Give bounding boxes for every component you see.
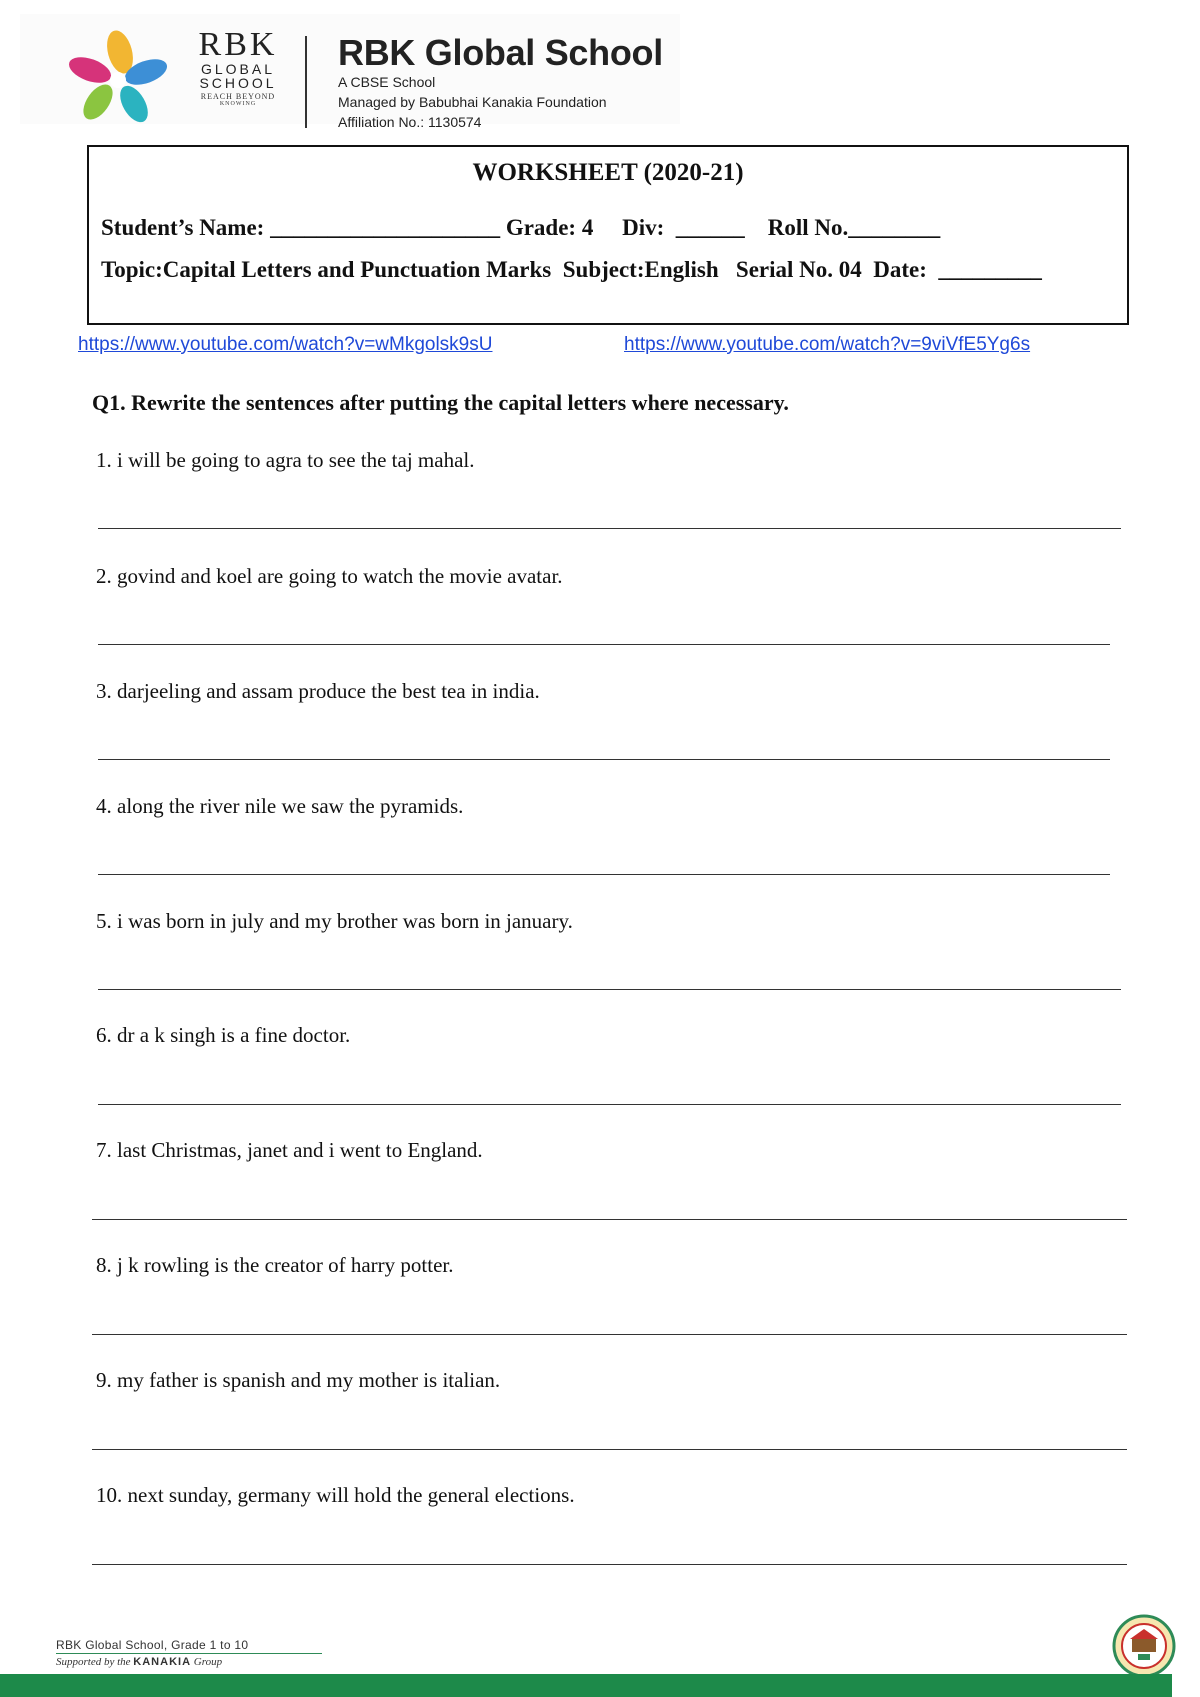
answer-line xyxy=(98,644,1110,645)
answer-line xyxy=(92,1449,1127,1450)
answer-line xyxy=(98,1104,1121,1105)
footer-supported-by xyxy=(56,1656,222,1668)
header-divider xyxy=(305,36,307,128)
logo-rbk-text: RBK xyxy=(198,26,278,63)
logo-tagline-2: KNOWING xyxy=(219,101,257,107)
answer-line xyxy=(92,1219,1127,1220)
worksheet-info-box xyxy=(87,145,1129,325)
footer-supported-suffix: Group xyxy=(193,1656,223,1668)
sentence-item: 9. my father is spanish and my mother is italian. xyxy=(96,1368,501,1392)
footer-underline xyxy=(56,1653,322,1654)
sentence-item: 6. dr a k singh is a fine doctor. xyxy=(96,1023,351,1047)
footer-supported-prefix: Supported by the xyxy=(56,1656,131,1668)
student-details-row: Student’s Name: ____________________ Grade: 4 Div: ______ Roll No.________ xyxy=(101,215,941,240)
sentence-item: 1. i will be going to agra to see the taj mahal. xyxy=(96,448,475,472)
logo-wordmark xyxy=(178,28,298,108)
answer-line xyxy=(98,989,1121,990)
school-seal-icon xyxy=(1112,1614,1176,1678)
video-link-2[interactable]: https://www.youtube.com/watch?v=9viVfE5Yg6s xyxy=(624,334,1031,355)
sentence-item: 8. j k rowling is the creator of harry potter. xyxy=(96,1253,454,1277)
sentence-item: 3. darjeeling and assam produce the best tea in india. xyxy=(96,679,540,703)
school-type: A CBSE School xyxy=(338,74,436,90)
topic-details-row: Topic:Capital Letters and Punctuation Marks Subject:English Serial No. 04 Date: _________ xyxy=(101,257,1042,282)
school-header xyxy=(20,14,680,130)
answer-line xyxy=(92,1334,1127,1335)
footer-green-bar xyxy=(0,1674,1172,1697)
managed-by: Managed by Babubhai Kanakia Foundation xyxy=(338,94,607,110)
sentence-item: 4. along the river nile we saw the pyramids. xyxy=(96,794,464,818)
worksheet-title: WORKSHEET (2020-21) xyxy=(472,159,744,186)
question-heading: Q1. Rewrite the sentences after putting the capital letters where necessary. xyxy=(92,390,789,415)
school-logo-hands-icon xyxy=(64,24,174,124)
school-name: RBK Global School xyxy=(338,32,663,73)
sentence-item: 10. next sunday, germany will hold the general elections. xyxy=(96,1483,575,1507)
footer-school-grade: RBK Global School, Grade 1 to 10 xyxy=(56,1638,249,1652)
affiliation-number: Affiliation No.: 1130574 xyxy=(338,114,482,130)
logo-global-text: GLOBAL xyxy=(200,61,276,77)
footer-brand: KANAKIA xyxy=(133,1656,192,1668)
answer-line xyxy=(98,874,1110,875)
answer-line xyxy=(92,1564,1127,1565)
video-link-1[interactable]: https://www.youtube.com/watch?v=wMkgolsk9sU xyxy=(78,334,493,355)
sentence-item: 5. i was born in july and my brother was born in january. xyxy=(96,909,573,933)
sentence-item: 7. last Christmas, janet and i went to England. xyxy=(96,1138,483,1162)
answer-line xyxy=(98,759,1110,760)
sentence-item: 2. govind and koel are going to watch the movie avatar. xyxy=(96,564,563,588)
school-info xyxy=(338,34,663,132)
answer-line xyxy=(98,528,1121,529)
logo-tagline: REACH BEYOND xyxy=(200,92,276,101)
logo-school-text: SCHOOL xyxy=(199,75,277,91)
